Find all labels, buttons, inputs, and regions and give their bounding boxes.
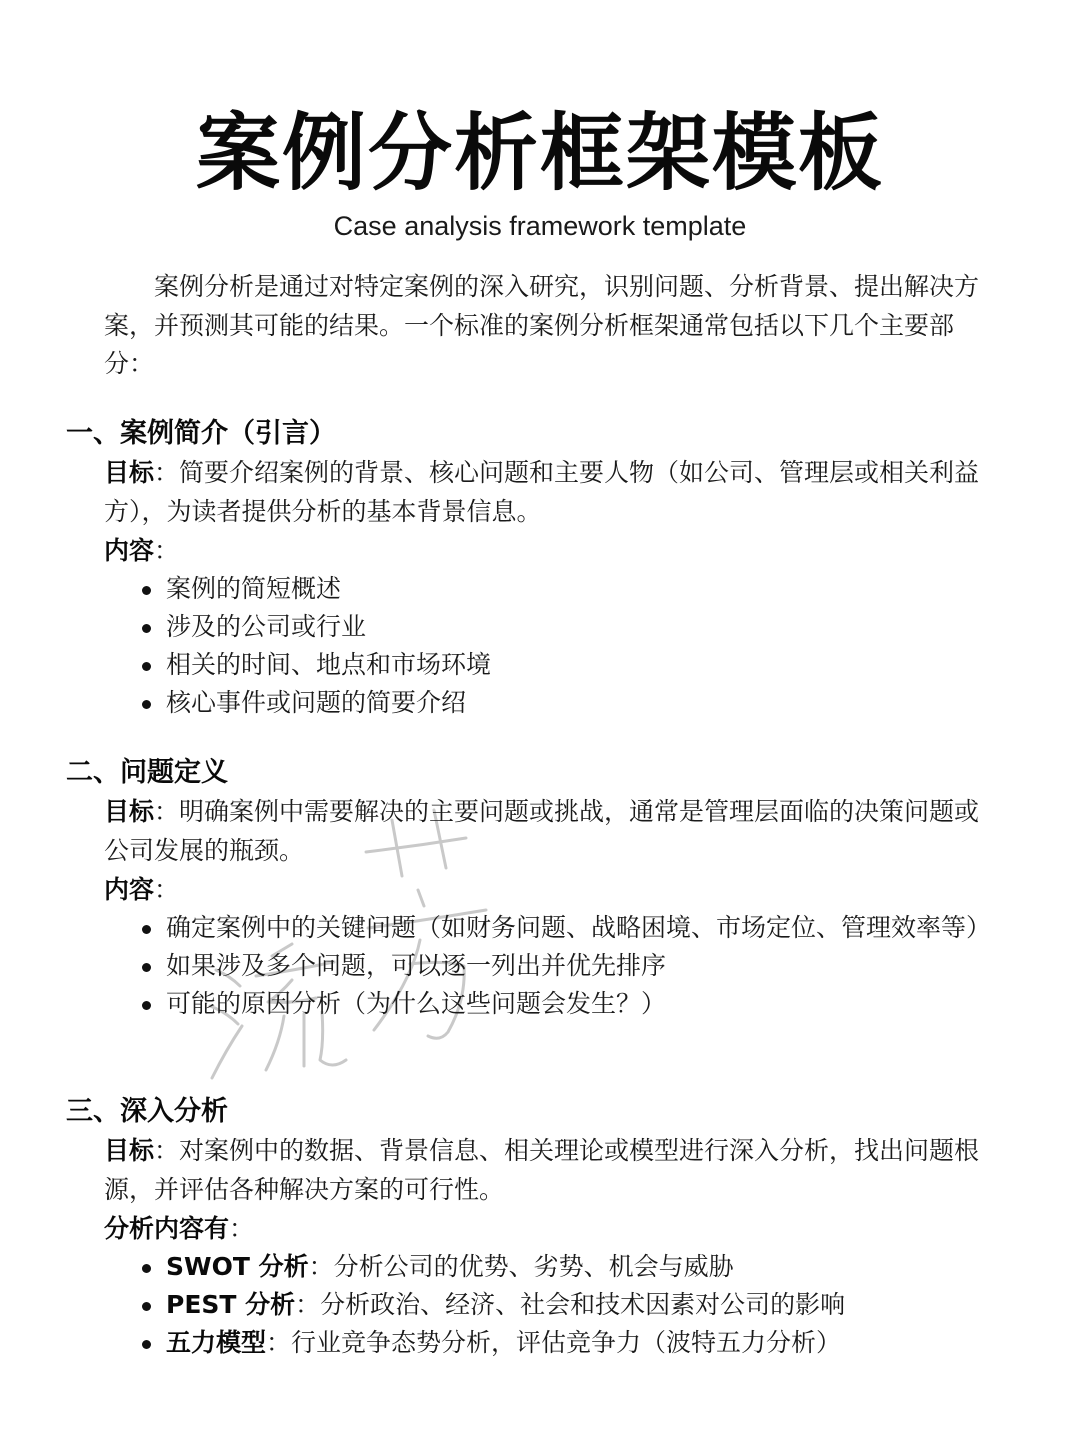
- content-suffix: ：: [154, 875, 180, 904]
- list-item: [140, 608, 982, 646]
- list-item-text: 相关的时间、地点和市场环境: [166, 650, 492, 679]
- list-item-text: 案例的简短概述: [166, 574, 342, 603]
- bullet-dot-icon: [142, 586, 151, 595]
- list-item-text: 涉及的公司或行业: [166, 612, 367, 641]
- bullet-list: [140, 1248, 982, 1362]
- list-item-text: ：分析公司的优势、劣势、机会与威胁: [308, 1252, 734, 1281]
- goal-text: ：明确案例中需要解决的主要问题或挑战，通常是管理层面临的决策问题或公司发展的瓶颈。: [104, 797, 980, 865]
- section-heading: 一、案例简介（引言）: [66, 418, 336, 449]
- section-deep-analysis: [0, 1094, 1080, 1394]
- bullet-dot-icon: [142, 662, 151, 671]
- list-item-label: SWOT 分析: [166, 1252, 309, 1281]
- list-item-text: 可能的原因分析（为什么这些问题会发生？）: [166, 989, 667, 1018]
- list-item-text: ：分析政治、经济、社会和技术因素对公司的影响: [295, 1290, 846, 1319]
- bullet-dot-icon: [142, 1264, 151, 1273]
- list-item-text: 核心事件或问题的简要介绍: [166, 688, 467, 717]
- list-item: [140, 1324, 982, 1362]
- bullet-dot-icon: [142, 624, 151, 633]
- goal-label: 目标: [104, 458, 155, 487]
- section-goal: [104, 454, 982, 531]
- content-suffix: ：: [154, 536, 180, 565]
- list-item-label: 五力模型: [166, 1328, 267, 1357]
- goal-label: 目标: [104, 1136, 155, 1165]
- content-label-row: [104, 1210, 254, 1248]
- goal-text: ：简要介绍案例的背景、核心问题和主要人物（如公司、管理层或相关利益方），为读者提供分析的基本背景信息。: [104, 458, 980, 526]
- bullet-list: [140, 570, 982, 722]
- content-label: 内容: [104, 536, 155, 565]
- list-item: [140, 646, 982, 684]
- section-heading: 三、深入分析: [66, 1096, 228, 1127]
- bullet-dot-icon: [142, 1302, 151, 1311]
- intro-paragraph: 案例分析是通过对特定案例的深入研究，识别问题、分析背景、提出解决方案，并预测其可能的结果。一个标准的案例分析框架通常包括以下几个主要部分：: [104, 272, 980, 378]
- bullet-dot-icon: [142, 963, 151, 972]
- list-item-text: 如果涉及多个问题，可以逐一列出并优先排序: [166, 951, 667, 980]
- bullet-dot-icon: [142, 1001, 151, 1010]
- bullet-list: [140, 909, 992, 1023]
- page-title: 案例分析框架模板: [195, 104, 884, 202]
- bullet-dot-icon: [142, 1340, 151, 1349]
- list-item: [140, 684, 982, 722]
- list-item: [140, 909, 992, 947]
- list-item: [140, 1248, 982, 1286]
- content-suffix: ：: [229, 1214, 255, 1243]
- section-heading: 二、问题定义: [66, 757, 228, 788]
- content-label: 内容: [104, 875, 155, 904]
- list-item-text: 确定案例中的关键问题（如财务问题、战略困境、市场定位、管理效率等）: [166, 913, 992, 942]
- content-label-row: [104, 871, 179, 909]
- page-subtitle: Case analysis framework template: [333, 211, 747, 241]
- section-goal: [104, 1132, 982, 1209]
- list-item-text: ：行业竞争态势分析，评估竞争力（波特五力分析）: [266, 1328, 842, 1357]
- list-item-label: PEST 分析: [166, 1290, 296, 1319]
- list-item: [140, 570, 982, 608]
- content-label: 分析内容有: [104, 1214, 230, 1243]
- section-goal: [104, 793, 982, 870]
- list-item: [140, 1286, 982, 1324]
- list-item: [140, 947, 982, 985]
- goal-label: 目标: [104, 797, 155, 826]
- section-case-intro: [0, 416, 1080, 716]
- bullet-dot-icon: [142, 700, 151, 709]
- section-problem-definition: [0, 755, 1080, 1055]
- list-item: [140, 985, 982, 1023]
- goal-text: ：对案例中的数据、背景信息、相关理论或模型进行深入分析，找出问题根源，并评估各种解决方案的可行性。: [104, 1136, 980, 1204]
- bullet-dot-icon: [142, 925, 151, 934]
- content-label-row: [104, 532, 179, 570]
